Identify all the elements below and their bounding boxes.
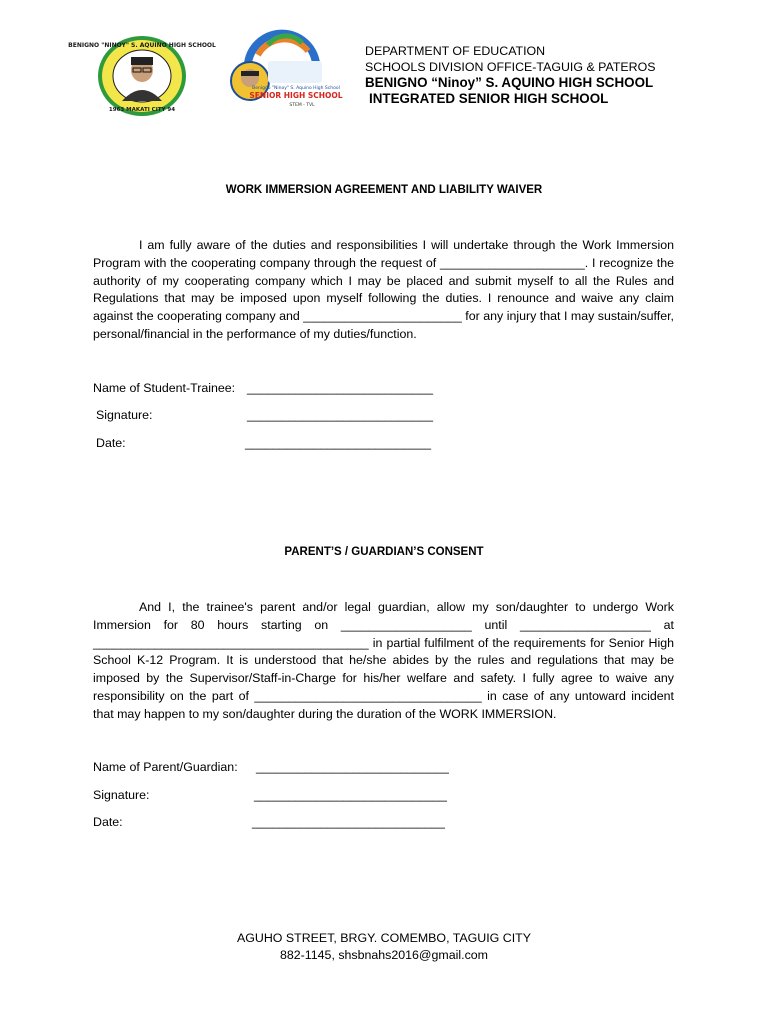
guardian-name-line[interactable]: ____________________________ xyxy=(256,760,449,774)
consent-text: And I, the trainee's parent and/or legal guardian, allow my son/daughter to undergo Work Immersion for 80 hours starting on ___________________ until ___________________ at ________________________________________ in partial fulfilment of the requirements for Senior High School K-12 Program. It is understood that he/she abides by the rules and regulations that may be imposed by the Supervisor/Staff-in-Charge for his/her welfare and safety. I fully agree to waive any responsibility on the part of _________________________________ in case of any untoward incident that may happen to my son/daughter during the duration of the WORK IMMERSION. xyxy=(93,600,674,721)
consent-title: PARENT’S / GUARDIAN’S CONSENT xyxy=(284,546,484,558)
footer xyxy=(0,930,768,964)
footer-address: AGUHO STREET, BRGY. COMEMBO, TAGUIG CITY xyxy=(237,931,531,945)
student-signature-line[interactable]: ___________________________ xyxy=(247,408,434,422)
footer-contact: 882-1145, shsbnahs2016@gmail.com xyxy=(280,948,488,962)
waiver-paragraph xyxy=(93,237,674,344)
guardian-date-line[interactable]: ____________________________ xyxy=(252,815,445,829)
logo-shs-text: SENIOR HIGH SCHOOL xyxy=(249,91,343,100)
logo-strand-text: STEM - TVL xyxy=(289,103,315,108)
seal-ring-text-bottom: 1963 MAKATI CITY 94 xyxy=(108,107,176,113)
guardian-signature-label: Signature: xyxy=(93,788,150,802)
consent-paragraph xyxy=(93,599,674,724)
school-seal-logo xyxy=(68,35,216,117)
student-date-line[interactable]: ___________________________ xyxy=(245,436,432,450)
division-office: SCHOOLS DIVISION OFFICE-TAGUIG & PATEROS xyxy=(365,60,656,74)
guardian-signature-line[interactable]: ____________________________ xyxy=(254,788,447,802)
student-date-label: Date: xyxy=(96,436,126,450)
senior-high-logo xyxy=(228,33,343,115)
waiver-text: I am fully aware of the duties and responsibilities I will undertake through the Work Immersion Program with the cooperating company through the request of _____________________. I recognize the authority of my cooperating company which I may be placed and submit myself to all the Rules and Regulations that may be imposed upon myself following the duties. I renounce and waive any claim against the cooperating company and _______________________ for any injury that I may sustain/suffer, personal/financial in the performance of my duties/function. xyxy=(93,238,674,341)
letterhead xyxy=(365,43,656,107)
waiver-title: WORK IMMERSION AGREEMENT AND LIABILITY WAIVER xyxy=(225,184,543,196)
seal-ring-text-top: BENIGNO "NINOY" S. AQUINO HIGH SCHOOL xyxy=(68,42,216,49)
dept-name: DEPARTMENT OF EDUCATION xyxy=(365,44,546,58)
guardian-date-label: Date: xyxy=(93,815,123,829)
student-name-label: Name of Student-Trainee: xyxy=(93,381,236,395)
school-name: BENIGNO “Ninoy” S. AQUINO HIGH SCHOOL xyxy=(365,75,654,90)
student-signature-label: Signature: xyxy=(96,408,153,422)
guardian-name-label: Name of Parent/Guardian: xyxy=(93,760,238,774)
student-name-line[interactable]: ___________________________ xyxy=(247,381,434,395)
school-subname: INTEGRATED SENIOR HIGH SCHOOL xyxy=(369,91,609,106)
logo-school-name: Benigno "Ninoy" S. Aquino High School xyxy=(252,86,340,91)
